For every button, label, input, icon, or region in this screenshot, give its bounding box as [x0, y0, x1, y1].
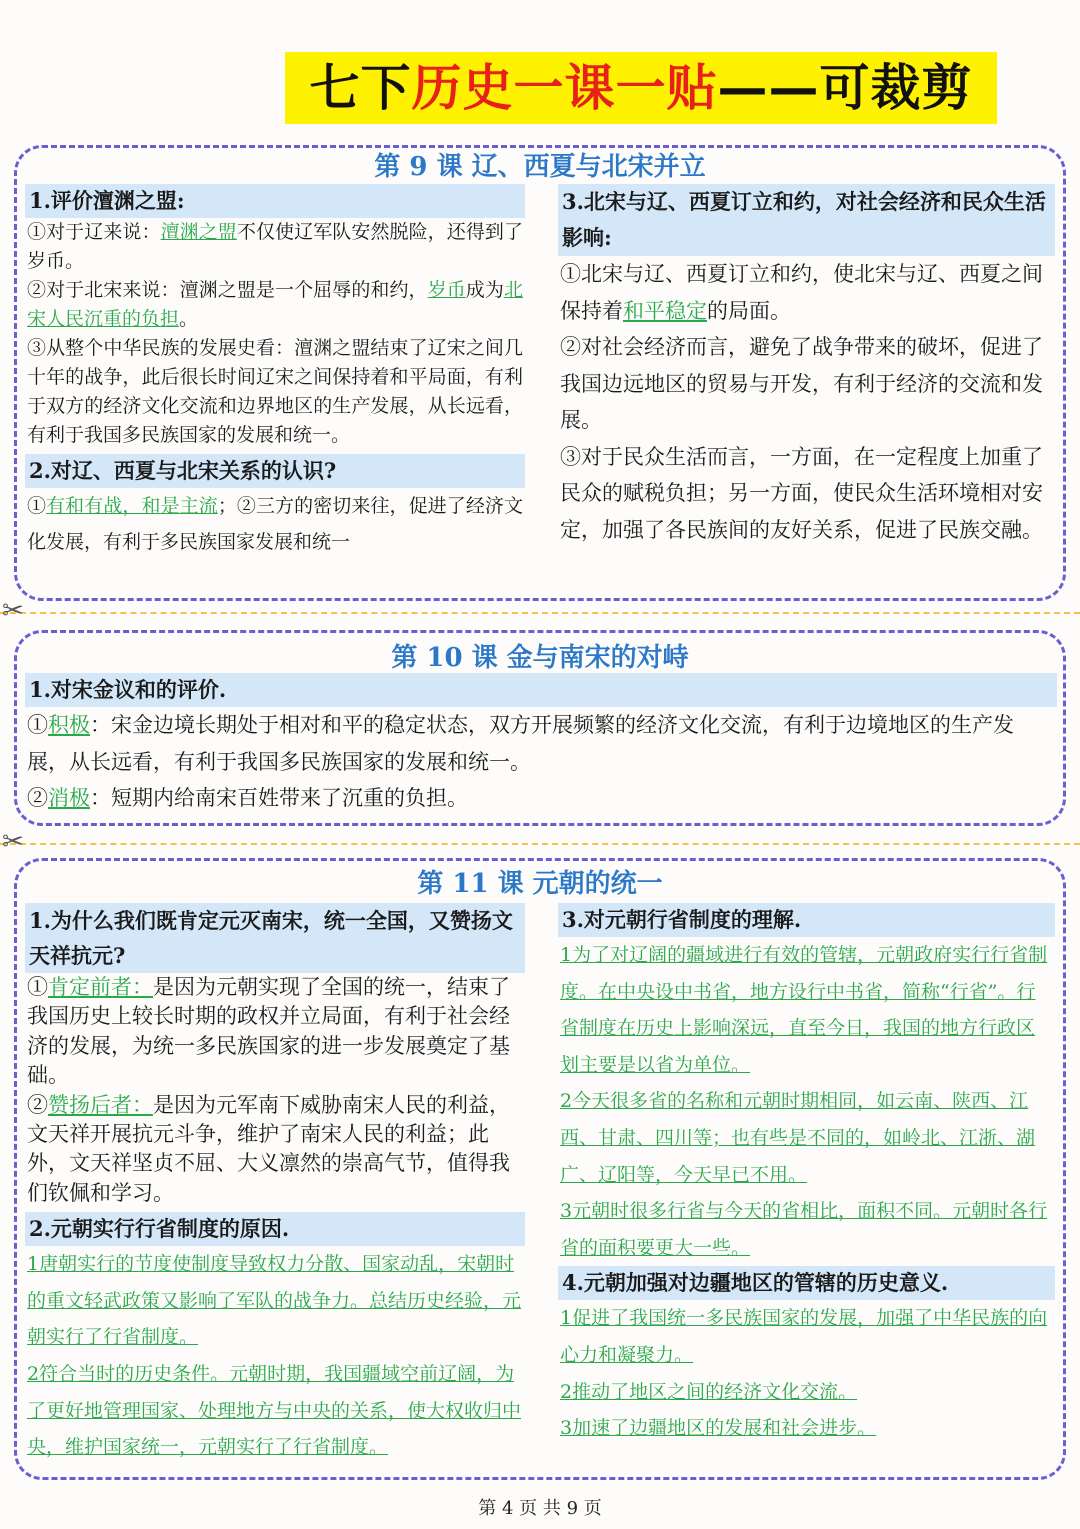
lesson11-s2-p2: 2符合当时的历史条件。元朝时期，我国疆域空前辽阔，为了更好地管理国家、处理地方与中央的关系，使大权收归中央，维护国家统一，元朝实行了行省制度。: [27, 1363, 522, 1459]
cut-line-2: [0, 843, 1080, 845]
lesson9-s3-p1: ①北宋与辽、西夏订立和约，使北宋与辽、西夏之间保持着和平稳定的局面。: [560, 262, 1043, 323]
lesson9-s3-p2: ②对社会经济而言，避免了战争带来的破坏，促进了我国边远地区的贸易与开发，有利于经济的交流和发展。: [560, 335, 1043, 432]
lesson9-s1-p3: ③从整个中华民族的发展史看：澶渊之盟结束了辽宋之间几十年的战争，此后很长时间辽宋之间保持着和平局面，有利于双方的经济文化交流和边界地区的生产发展，从长远看，有利于我国多民族国家的发展和统一。: [27, 337, 523, 446]
lesson11-s4-p2: 2推动了地区之间的经济文化交流。: [560, 1380, 858, 1403]
lesson9-s1-p2: ②对于北宋来说：澶渊之盟是一个屈辱的和约，岁币成为北宋人民沉重的负担。: [27, 279, 523, 330]
lesson11-s4-title: 4.元朝加强对边疆地区的管辖的历史意义.: [558, 1266, 1055, 1300]
lesson11-s3-title: 3.对元朝行省制度的理解.: [558, 903, 1055, 937]
lesson11-s1-p2: ②赞扬后者：是因为元军南下威胁南宋人民的利益，文天祥开展抗元斗争，维护了南宋人民的利益；此外，文天祥坚贞不屈、大义凛然的崇高气节，值得我们钦佩和学习。: [27, 1092, 510, 1205]
lesson10-card: [14, 630, 1066, 826]
lesson11-card: [14, 858, 1066, 1480]
lesson11-s2-title: 2.元朝实行行省制度的原因.: [25, 1212, 525, 1246]
scissors-icon: ✂: [2, 827, 24, 857]
cut-line-1: [0, 612, 1080, 614]
lesson11-left-column: [25, 903, 525, 1466]
lesson11-s3-p2: 2今天很多省的名称和元朝时期相同，如云南、陕西、江西、甘肃、四川等；也有些是不同的，如岭北、江浙、湖广、辽阳等，今天早已不用。: [560, 1090, 1036, 1186]
lesson11-s2-p1: 1唐朝实行的节度使制度导致权力分散、国家动乱，宋朝时的重文轻武政策又影响了军队的战争力。总结历史经验，元朝实行了行省制度。: [27, 1253, 522, 1349]
lesson11-s1-title: 1.为什么我们既肯定元灭南宋，统一全国，又赞扬文天祥抗元?: [25, 903, 525, 973]
lesson10-s1-title: 1.对宋金议和的评价.: [25, 673, 1057, 707]
lesson9-left-column: [25, 184, 525, 560]
page-title: 七下历史一课一贴——可裁剪: [285, 52, 997, 124]
lesson10-s1-p1: ①积极：宋金边境长期处于相对和平的稳定状态，双方开展频繁的经济文化交流，有利于边境地区的生产发展，从长远看，有利于我国多民族国家的发展和统一。: [27, 713, 1014, 774]
lesson9-right-column: [558, 184, 1055, 548]
lesson11-s1-p1: ①肯定前者：是因为元朝实现了全国的统一，结束了我国历史上较长时期的政权并立局面，有利于社会经济的发展，为统一多民族国家的进一步发展奠定了基础。: [27, 975, 510, 1088]
lesson11-heading: 第 11 课 元朝的统一: [17, 863, 1063, 900]
lesson11-s3-p3: 3元朝时很多行省与今天的省相比，面积不同。元朝时各行省的面积要更大一些。: [560, 1200, 1048, 1259]
lesson10-heading: 第 10 课 金与南宋的对峙: [17, 637, 1063, 674]
lesson9-s1-title: 1.评价澶渊之盟:: [25, 184, 525, 218]
page-footer: 第 4 页 共 9 页: [478, 1498, 602, 1519]
lesson11-s4-p3: 3加速了边疆地区的发展和社会进步。: [560, 1417, 877, 1440]
lesson9-s2-title: 2.对辽、西夏与北宋关系的认识?: [25, 454, 525, 488]
lesson9-s3-title: 3.北宋与辽、西夏订立和约，对社会经济和民众生活影响:: [558, 184, 1055, 256]
lesson9-s1-p1: ①对于辽来说：澶渊之盟不仅使辽军队安然脱险，还得到了岁币。: [27, 221, 523, 272]
scissors-icon: ✂: [2, 596, 24, 626]
lesson9-s2-p1: ①有和有战，和是主流；②三方的密切来往，促进了经济文化发展，有利于多民族国家发展和统一: [27, 495, 523, 553]
lesson10-s1-p2: ②消极：短期内给南宋百姓带来了沉重的负担。: [27, 786, 468, 810]
lesson11-s4-p1: 1促进了我国统一多民族国家的发展，加强了中华民族的向心力和凝聚力。: [560, 1307, 1048, 1366]
lesson9-s3-p3: ③对于民众生活而言，一方面，在一定程度上加重了民众的赋税负担；另一方面，使民众生活环境相对安定，加强了各民族间的友好关系，促进了民族交融。: [560, 444, 1043, 542]
lesson11-s3-p1: 1为了对辽阔的疆域进行有效的管辖，元朝政府实行行省制度。在中央设中书省，地方设行中书省，简称“行省”。行省制度在历史上影响深远，直至今日，我国的地方行政区划主要是以省为单位。: [560, 944, 1048, 1076]
lesson11-right-column: [558, 903, 1055, 1447]
lesson9-card: [14, 145, 1066, 601]
lesson10-column: [25, 673, 1057, 817]
lesson9-heading: 第 9 课 辽、西夏与北宋并立: [17, 146, 1063, 183]
